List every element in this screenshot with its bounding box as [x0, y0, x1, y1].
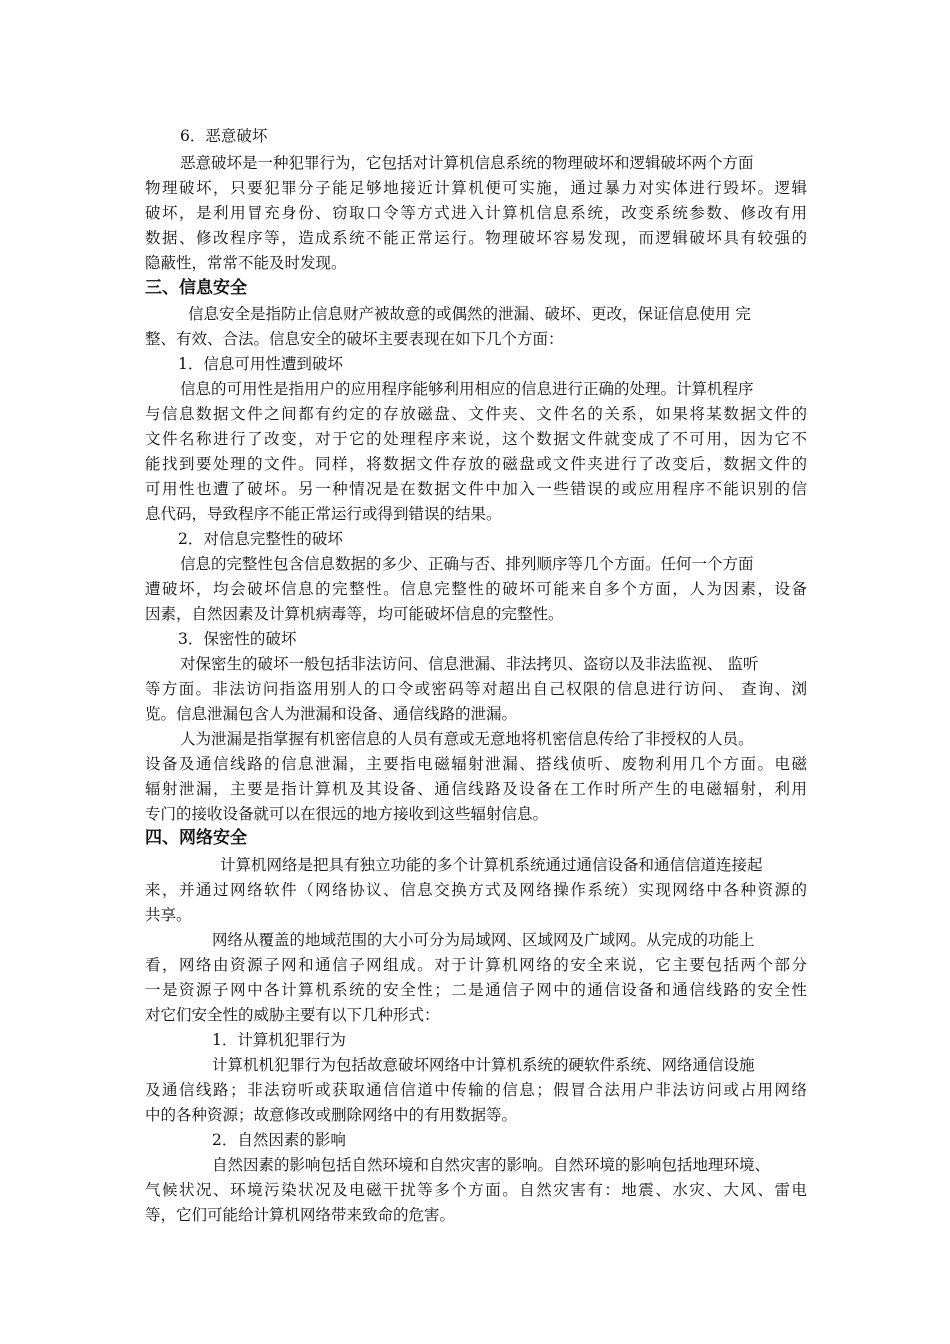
- paragraph-line: 恶意破坏是一种犯罪行为，它包括对计算机信息系统的物理破坏和逻辑破坏两个方面: [180, 154, 754, 172]
- paragraph-line: 信息的完整性包含信息数据的多少、正确与否、排列顺序等几个方面。任何一个方面: [180, 555, 754, 573]
- paragraph-line: 设备及通信线路的信息泄漏，主要指电磁辐射泄漏、搭线侦听、废物利用几个方面。电磁: [145, 755, 807, 773]
- subsection-title: 2．自然因素的影响: [212, 1131, 346, 1149]
- paragraph-line: 对它们安全性的威胁主要有以下几种形式：: [145, 1006, 440, 1024]
- section-heading: 四、网络安全: [145, 828, 247, 848]
- paragraph-line: 及通信线路；非法窃听或获取通信信道中传输的信息；假冒合法用户非法访问或占用网络: [145, 1081, 807, 1099]
- subsection-title: 1．计算机犯罪行为: [212, 1031, 346, 1049]
- paragraph-line: 与信息数据文件之间都有约定的存放磁盘、文件夹、文件名的关系，如果将某数据文件的: [145, 405, 807, 423]
- subsection-title: 3．保密性的破坏: [178, 630, 297, 648]
- paragraph-line: 隐蔽性，常常不能及时发现。: [145, 254, 347, 272]
- paragraph-line: 等方面。非法访问指盗用别人的口令或密码等对超出自己权限的信息进行访问、 查询、浏: [145, 680, 807, 698]
- subsection-title: 6．恶意破坏: [180, 127, 268, 145]
- paragraph-line: 信息的可用性是指用户的应用程序能够利用相应的信息进行正确的处理。计算机程序: [180, 380, 754, 398]
- paragraph-line: 数据、修改程序等，造成系统不能正常运行。物理破坏容易发现，而逻辑破坏具有较强的: [145, 229, 807, 247]
- paragraph-line: 物理破坏，只要犯罪分子能足够地接近计算机便可实施，通过暴力对实体进行毁坏。逻辑: [145, 179, 807, 197]
- paragraph-line: 因素，自然因素及计算机病毒等，均可能破坏信息的完整性。: [145, 605, 564, 623]
- paragraph-line: 遭破坏，均会破坏信息的完整性。信息完整性的破坏可能来自多个方面，人为因素，设备: [145, 580, 807, 598]
- paragraph-line: 网络从覆盖的地域范围的大小可分为局域网、区域网及广域网。从完成的功能上: [212, 931, 755, 949]
- paragraph-line: 来，并通过网络软件（网络协议、信息交换方式及网络操作系统）实现网络中各种资源的: [145, 881, 807, 899]
- subsection-title: 1．信息可用性遭到破坏: [178, 355, 343, 373]
- paragraph-line: 人为泄漏是指掌握有机密信息的人员有意或无意地将机密信息传给了非授权的人员。: [180, 730, 754, 748]
- paragraph-line: 破坏，是利用冒充身份、窃取口令等方式进入计算机信息系统，改变系统参数、修改有用: [145, 204, 807, 222]
- paragraph-line: 共享。: [145, 906, 192, 924]
- paragraph-line: 气候状况、环境污染状况及电磁干扰等多个方面。自然灾害有：地震、水灾、大风、雷电: [145, 1181, 807, 1199]
- paragraph-line: 专门的接收设备就可以在很远的地方接收到这些辐射信息。: [145, 805, 549, 823]
- paragraph-line: 整、有效、合法。信息安全的破坏主要表现在如下几个方面：: [145, 330, 564, 348]
- paragraph-line: 看，网络由资源子网和通信子网组成。对于计算机网络的安全来说，它主要包括两个部分: [145, 956, 807, 974]
- paragraph-line: 计算机网络是把具有独立功能的多个计算机系统通过通信设备和通信信道连接起: [220, 856, 763, 874]
- subsection-title: 2．对信息完整性的破坏: [178, 530, 343, 548]
- paragraph-line: 息代码，导致程序不能正常运行或得到错误的结果。: [145, 505, 502, 523]
- paragraph-line: 览。信息泄漏包含人为泄漏和设备、通信线路的泄漏。: [145, 705, 518, 723]
- paragraph-line: 一是资源子网中各计算机系统的安全性；二是通信子网中的通信设备和通信线路的安全性: [145, 981, 807, 999]
- paragraph-line: 对保密生的破坏一般包括非法访问、信息泄漏、非法拷贝、盗窃以及非法监视、 监听: [180, 655, 759, 673]
- section-heading: 三、信息安全: [145, 278, 247, 298]
- paragraph-line: 能找到要处理的文件。同样，将数据文件存放的磁盘或文件夹进行了改变后，数据文件的: [145, 455, 807, 473]
- paragraph-line: 可用性也遭了破坏。另一种情况是在数据文件中加入一些错误的或应用程序不能识别的信: [145, 480, 807, 498]
- paragraph-line: 计算机机犯罪行为包括故意破坏网络中计算机系统的硬软件系统、网络通信设施: [212, 1056, 755, 1074]
- paragraph-line: 文件名称进行了改变，对于它的处理程序来说，这个数据文件就变成了不可用，因为它不: [145, 430, 807, 448]
- paragraph-line: 等，它们可能给计算机网络带来致命的危害。: [145, 1206, 456, 1224]
- paragraph-line: 辐射泄漏，主要是指计算机及其设备、通信线路及设备在工作时所产生的电磁辐射，利用: [145, 780, 807, 798]
- paragraph-line: 自然因素的影响包括自然环境和自然灾害的影响。自然环境的影响包括地理环境、: [212, 1156, 771, 1174]
- paragraph-line: 信息安全是指防止信息财产被故意的或偶然的泄漏、破坏、更改，保证信息使用 完: [188, 305, 751, 323]
- paragraph-line: 中的各种资源；故意修改或删除网络中的有用数据等。: [145, 1106, 518, 1124]
